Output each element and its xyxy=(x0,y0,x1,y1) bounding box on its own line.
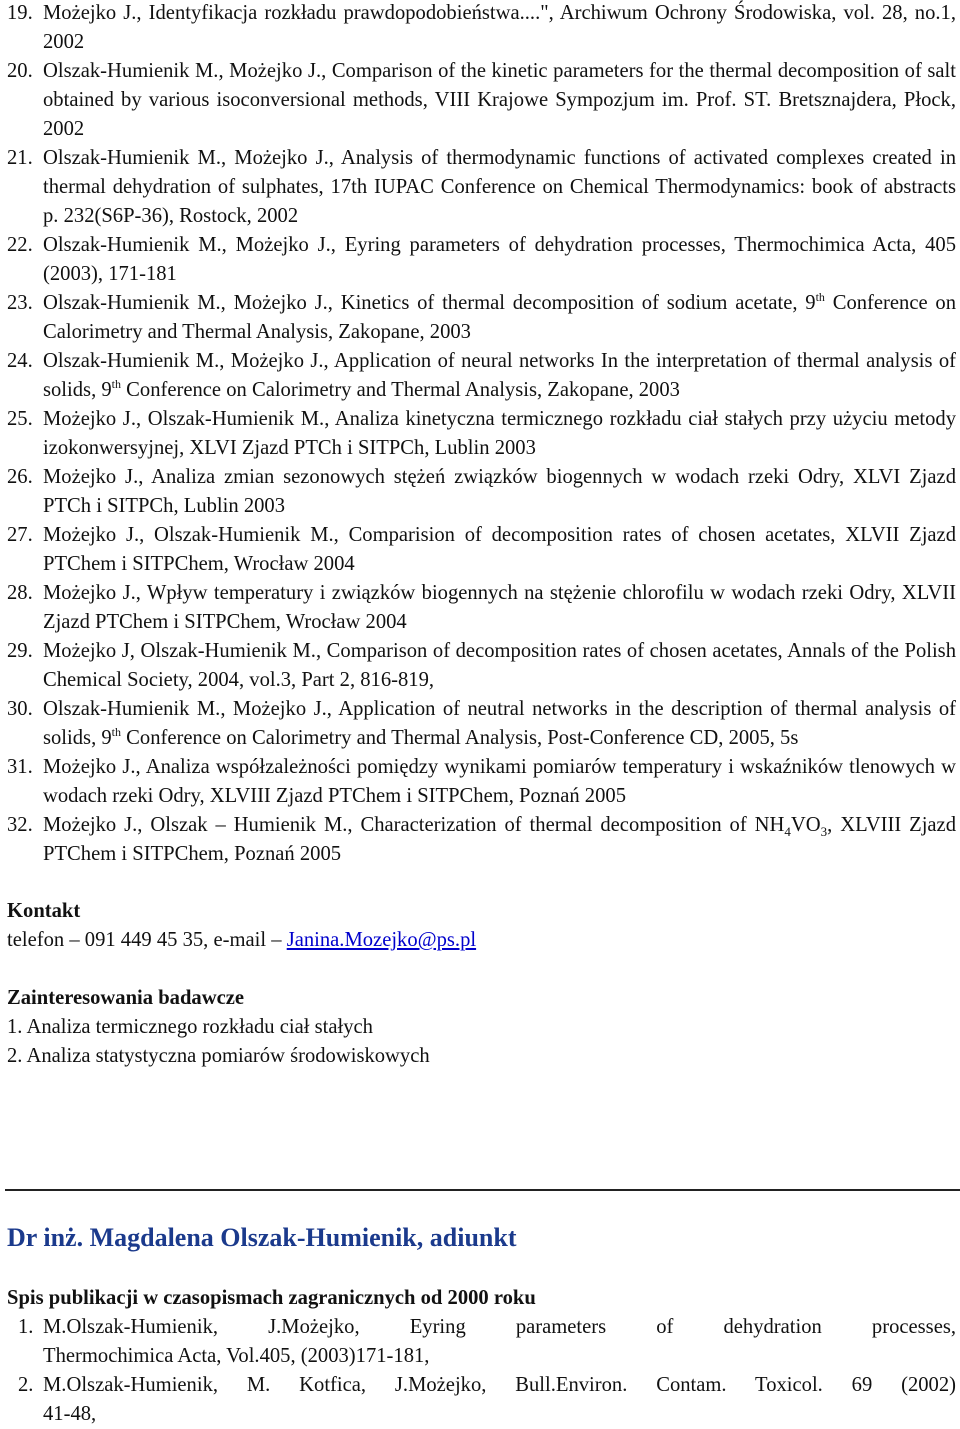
item-number: 23. xyxy=(7,292,33,314)
list-item xyxy=(0,1371,960,1429)
list-item xyxy=(0,463,960,521)
item-number: 32. xyxy=(7,814,33,836)
item-text: M.Olszak-Humienik, J.Możejko, Eyring parameters of dehydration processes, xyxy=(43,1316,956,1338)
item-text-mid: VO xyxy=(790,814,821,836)
list-item xyxy=(0,57,960,144)
interests-heading: Zainteresowania badawcze xyxy=(7,987,245,1009)
contact-text: telefon – 091 449 45 35, e-mail – xyxy=(7,929,287,951)
subscript: 4 xyxy=(784,824,791,840)
item-number: 20. xyxy=(7,60,33,82)
list-item xyxy=(0,753,960,811)
item-number: 25. xyxy=(7,408,33,430)
item-text: Możejko J., Identyfikacja rozkładu prawdopodobieństwa....", Archiwum Ochrony Środowiska, vol. 28, no.1, 2002 xyxy=(43,2,956,53)
item-number: 24. xyxy=(7,350,33,372)
item-number: 26. xyxy=(7,466,33,488)
item-number: 31. xyxy=(7,756,33,778)
list-item xyxy=(0,405,960,463)
item-text: M.Olszak-Humienik, M. Kotfica, J.Możejko, Bull.Environ. Contam. Toxicol. 69 (2002) xyxy=(43,1374,956,1396)
item-text-cont: Conference on Calorimetry and Thermal Analysis, Zakopane, 2003 xyxy=(121,379,680,401)
item-text-cont: Thermochimica Acta, Vol.405, (2003)171-181, xyxy=(43,1345,430,1367)
item-number: 2. xyxy=(18,1374,34,1396)
list-item xyxy=(0,231,960,289)
contact-line xyxy=(0,926,960,955)
superscript: th xyxy=(815,290,825,305)
list-item xyxy=(0,1313,960,1371)
item-number: 29. xyxy=(7,640,33,662)
item-number: 28. xyxy=(7,582,33,604)
item-text-cont: Conference on Calorimetry and Thermal Analysis, Post-Conference CD, 2005, 5s xyxy=(121,727,799,749)
item-text-cont: , XLVIII Zjazd PTChem i SITPChem, Poznań 2005 xyxy=(43,814,956,865)
item-text: Możejko J., Olszak-Humienik M., Comparision of decomposition rates of chosen acetates, XLVII Zjazd PTChem i SITPChem, Wrocław 2004 xyxy=(43,524,956,575)
item-text: Olszak-Humienik M., Możejko J., Comparison of the kinetic parameters for the thermal decomposition of salt obtained by various isoconversional methods, VIII Krajowe Sympozjum im. Prof. ST. Bretsznajdera, Płock, 2002 xyxy=(43,60,956,140)
person-heading: Dr inż. Magdalena Olszak-Humienik, adiunkt xyxy=(7,1223,517,1252)
list-item xyxy=(0,144,960,231)
list-item xyxy=(0,637,960,695)
item-text-cont: Conference on Calorimetry and Thermal Analysis, Zakopane, 2003 xyxy=(43,292,957,343)
list-item xyxy=(0,289,960,347)
item-number: 22. xyxy=(7,234,33,256)
item-text: Możejko J., Olszak-Humienik M., Analiza kinetyczna termicznego rozkładu ciał stałych przy użyciu metody izokonwersyjnej, XLVI Zjazd PTCh i SITPCh, Lublin 2003 xyxy=(43,408,956,459)
item-number: 30. xyxy=(7,698,33,720)
item-number: 27. xyxy=(7,524,33,546)
item-text: Możejko J., Olszak – Humienik M., Characterization of thermal decomposition of NH xyxy=(43,814,785,836)
item-text: Olszak-Humienik M., Możejko J., Application of neutral networks in the description of thermal analysis of solids, 9 xyxy=(43,698,956,749)
interest-item: 2. Analiza statystyczna pomiarów środowiskowych xyxy=(7,1045,430,1067)
contact-heading: Kontakt xyxy=(7,900,81,922)
publication-list xyxy=(0,1313,960,1429)
list-item xyxy=(0,579,960,637)
item-text: Możejko J, Olszak-Humienik M., Comparison of decomposition rates of chosen acetates, Annals of the Polish Chemical Society, 2004, vol.3, Part 2, 816-819, xyxy=(43,640,956,691)
subscript: 3 xyxy=(820,824,828,840)
publications-heading: Spis publikacji w czasopismach zagranicznych od 2000 roku xyxy=(7,1287,536,1309)
list-item xyxy=(0,521,960,579)
item-text: Możejko J., Analiza zmian sezonowych stężeń związków biogennych w wodach rzeki Odry, XLVI Zjazd PTCh i SITPCh, Lublin 2003 xyxy=(43,466,956,517)
list-item xyxy=(0,811,960,869)
superscript: th xyxy=(111,377,122,392)
item-number: 19. xyxy=(7,2,33,24)
item-number: 1. xyxy=(18,1316,34,1338)
item-text: Olszak-Humienik M., Możejko J., Analysis of thermodynamic functions of activated complexes created in thermal dehydration of sulphates, 17th IUPAC Conference on Chemical Thermodynamics: book of abstracts p. 232(S6P-36), Rostock, 2002 xyxy=(43,147,956,227)
item-text: Możejko J., Wpływ temperatury i związków biogennych na stężenie chlorofilu w wodach rzeki Odry, XLVII Zjazd PTChem i SITPChem, Wrocław 2004 xyxy=(43,582,956,633)
item-text: Olszak-Humienik M., Możejko J., Eyring parameters of dehydration processes, Thermochimica Acta, 405 (2003), 171-181 xyxy=(43,234,956,285)
superscript: th xyxy=(111,725,122,740)
interest-item: 1. Analiza termicznego rozkładu ciał stałych xyxy=(7,1016,373,1038)
list-item xyxy=(0,347,960,405)
list-item xyxy=(0,0,960,57)
item-text: Olszak-Humienik M., Możejko J., Application of neural networks In the interpretation of thermal analysis of solids, 9 xyxy=(43,350,956,401)
list-item xyxy=(0,695,960,753)
email-link[interactable]: Janina.Mozejko@ps.pl xyxy=(286,929,477,951)
item-number: 21. xyxy=(7,147,33,169)
item-text: Możejko J., Analiza współzależności pomiędzy wynikami pomiarów temperatury i wskaźników tlenowych w wodach rzeki Odry, XLVIII Zjazd PTChem i SITPChem, Poznań 2005 xyxy=(43,756,956,807)
item-text: Olszak-Humienik M., Możejko J., Kinetics of thermal decomposition of sodium acetate, 9 xyxy=(43,292,816,314)
item-text-cont: 41-48, xyxy=(43,1403,97,1425)
section-divider xyxy=(5,1189,960,1191)
